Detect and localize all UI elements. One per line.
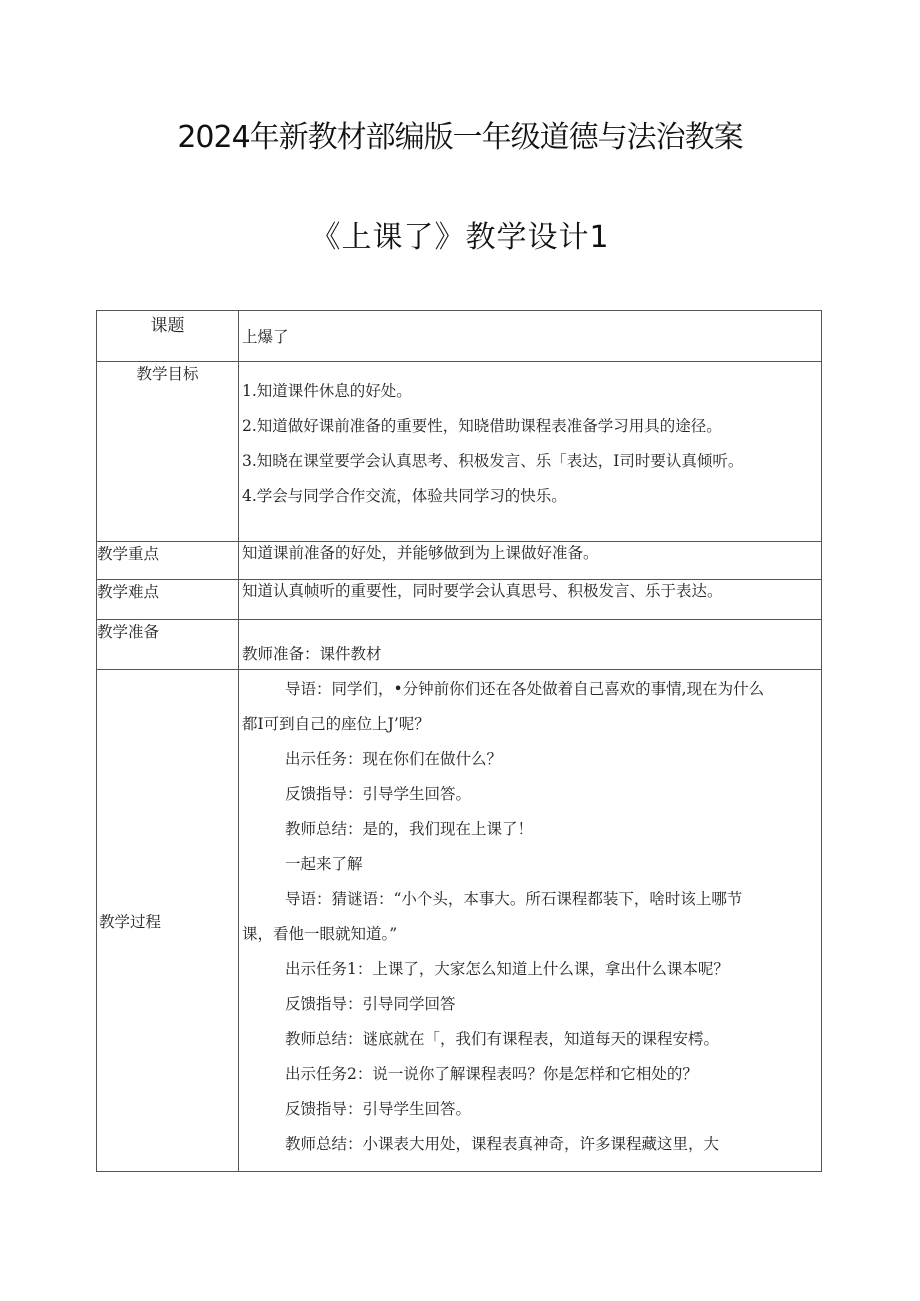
topic-label: 课题 — [97, 311, 239, 362]
process-line: 一起来了解 — [285, 855, 363, 873]
process-line: 教师总结：小课表大用处，课程表真神奇，许多课程藏这里，大 — [285, 1135, 720, 1153]
document-subtitle: 《上课了》教学设计1 — [310, 220, 610, 255]
key-points-cell — [239, 542, 822, 580]
lesson-plan-table — [96, 310, 822, 1172]
table-row-objectives — [97, 362, 822, 542]
objective-item: 3.知晓在课堂要学会认真思考、积极发言、乐「表达，I司时要认真倾听。 — [242, 452, 744, 470]
table-row-process — [97, 670, 822, 1172]
topic-cell — [239, 311, 822, 362]
table-row-difficulties — [97, 580, 822, 620]
table-row-topic — [97, 311, 822, 362]
objectives-label: 教学目标 — [97, 362, 239, 542]
process-line: 出示任务1：上课了，大家怎么知道上什么课，拿出什么课本呢？ — [285, 960, 729, 978]
process-line: 教师总结：谜底就在「，我们有课程表，知道每天的课程安樗。 — [285, 1030, 720, 1048]
preparation-cell — [239, 620, 822, 670]
table-row-key-points — [97, 542, 822, 580]
objective-item: 4.学会与同学合作交流，体验共同学习的快乐。 — [242, 487, 567, 505]
document-title: 2024年新教材部编版一年级道德与法治教案 — [177, 120, 743, 155]
process-line: 教师总结：是的，我们现在上课了！ — [285, 820, 534, 838]
key-points-value: 知道课前准备的好处，并能够做到为上课做好准备。 — [242, 544, 599, 562]
process-label: 教学过程 — [97, 670, 239, 1172]
difficulties-value: 知道认真帧听的重要性，同时要学会认真思号、积极发言、乐于表达。 — [242, 582, 723, 600]
process-line: 反馈指导：引导学生回答。 — [285, 785, 472, 803]
process-line: 反馈指导：引导同学回答 — [285, 995, 456, 1013]
difficulties-label: 教学难点 — [97, 580, 239, 620]
process-line: 出示任务2：说一说你了解课程表吗？你是怎样和它相处的？ — [285, 1065, 698, 1083]
difficulties-cell — [239, 580, 822, 620]
objectives-cell — [239, 362, 822, 542]
objective-item: 2.知道做好课前准备的重要性，知晓借助课程表准备学习用具的途径。 — [242, 417, 722, 435]
table-row-preparation — [97, 620, 822, 670]
objective-item: 1.知道课件休息的好处。 — [242, 382, 412, 400]
topic-value: 上爆了 — [242, 328, 289, 346]
process-line: 出示任务：现在你们在做什么？ — [285, 750, 503, 768]
preparation-label: 教学准备 — [97, 620, 239, 670]
process-line: 反馈指导：引导学生回答。 — [285, 1100, 472, 1118]
process-line: 都I可到自己的座位上J’呢？ — [242, 715, 430, 733]
process-line: 课，看他一眼就知道。” — [242, 925, 398, 943]
key-points-label: 教学重点 — [97, 542, 239, 580]
preparation-value: 教师准备：课件教材 — [242, 645, 382, 663]
process-line: 导语：同学们，•分钟前你们还在各处做着自己喜欢的事情,现在为什么 — [285, 680, 765, 698]
process-cell — [239, 670, 822, 1172]
process-line: 导语：猜谜语：“小个头，本事大。所石课程都装下，啥时该上哪节 — [285, 890, 743, 908]
